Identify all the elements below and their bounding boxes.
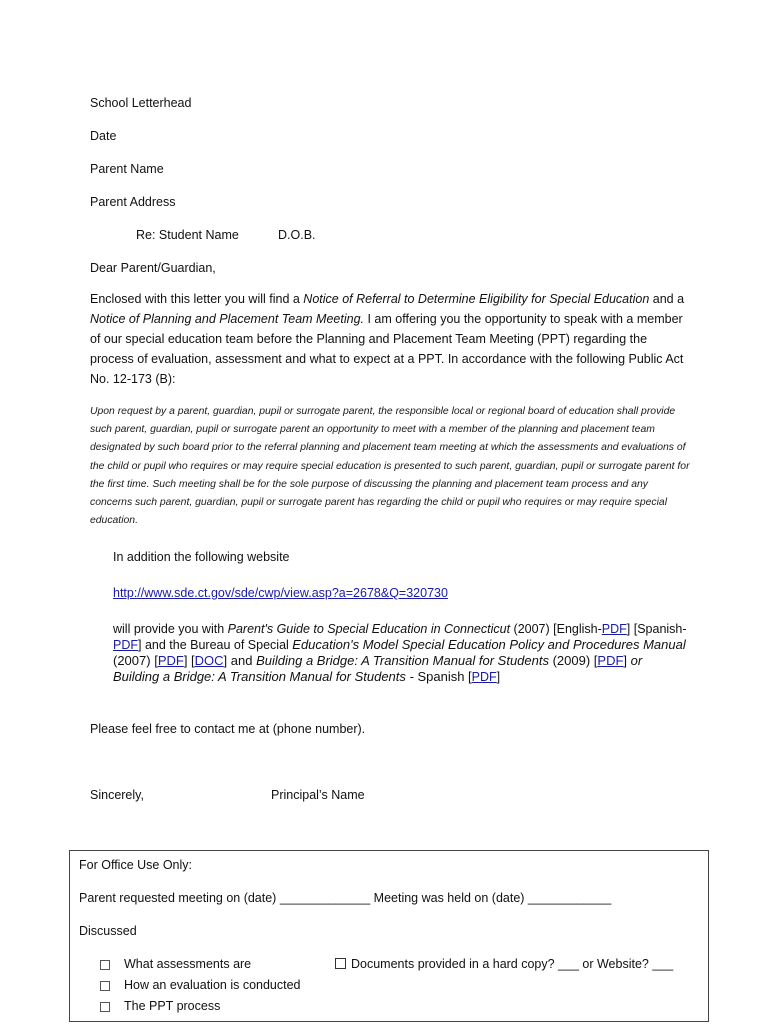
discussed-item-label: The PPT process <box>124 999 221 1013</box>
resources-paragraph <box>113 621 688 685</box>
transition-manual-title: Building a Bridge: A Transition Manual for Students <box>256 653 549 668</box>
transition-pdf-link[interactable]: PDF <box>597 653 624 668</box>
parents-guide-title: Parent's Guide to Special Education in Connecticut <box>227 622 511 636</box>
manual-doc-link[interactable]: DOC <box>194 653 224 668</box>
ref-text: (2009) [ <box>548 653 598 668</box>
checkbox[interactable] <box>100 960 110 970</box>
dob-label: D.O.B. <box>278 228 316 242</box>
notice-of-referral-title: Notice of Referral to Determine Eligibility for Special Education <box>303 292 650 306</box>
discussed-item-label: How an evaluation is conducted <box>124 978 301 992</box>
spanish-pdf-link[interactable]: PDF <box>113 638 138 652</box>
public-act-quote <box>90 403 690 530</box>
ref-text: ] and <box>223 653 257 668</box>
ref-text: will provide you with <box>113 622 228 636</box>
discussed-item-label: What assessments are <box>124 957 252 971</box>
principal-name: Principal’s Name <box>271 788 365 802</box>
ref-text: ] and the Bureau of Special <box>138 638 293 652</box>
intro-paragraph <box>90 289 690 389</box>
intro-text: Enclosed with this letter you will find a <box>90 292 304 306</box>
contact-line: Please feel free to contact me at (phone number). <box>90 722 366 736</box>
documents-provided-label: Documents provided in a hard copy? ___ or Website? ___ <box>351 957 674 971</box>
checkbox[interactable] <box>100 981 110 991</box>
documents-provided-line <box>335 956 673 972</box>
checkbox[interactable] <box>335 958 346 969</box>
office-use-box <box>69 850 709 1022</box>
ref-text: (2007) [ <box>113 653 158 668</box>
discussed-item <box>100 998 220 1014</box>
discussed-label: Discussed <box>79 924 137 938</box>
english-pdf-link[interactable]: PDF <box>601 622 627 636</box>
closing: Sincerely, <box>90 788 144 802</box>
intro-text: I am offering you the opportunity to speak with a member of our special education team before the Planning and Placement Team Meeting (PPT) regarding the process of evaluation, assessment and what to expect at a PPT. In accordance with the following Public Act No. 12-173 (B): <box>90 312 684 386</box>
salutation: Dear Parent/Guardian, <box>90 261 216 275</box>
ref-text: ] [Spanish- <box>626 622 687 636</box>
office-use-title: For Office Use Only: <box>79 858 192 872</box>
discussed-item <box>100 956 251 972</box>
ref-text: (2007) [English- <box>510 622 602 636</box>
sde-website-link[interactable]: http://www.sde.ct.gov/sde/cwp/view.asp?a=2678&Q=320730 <box>113 586 448 600</box>
discussed-item <box>100 977 301 993</box>
ref-text: ] <box>496 670 501 684</box>
website-link-line <box>113 585 448 601</box>
re-student-name: Re: Student Name <box>136 228 239 242</box>
notice-of-ppt-title: Notice of Planning and Placement Team Meeting. <box>90 312 365 326</box>
checkbox[interactable] <box>100 1002 110 1012</box>
intro-text: and a <box>649 292 685 306</box>
website-intro: In addition the following website <box>113 550 290 564</box>
transition-manual-spanish-title: or Building a Bridge: A Transition Manual for Students - <box>113 653 643 684</box>
policy-manual-title: Education's Model Special Education Policy and Procedures Manual <box>292 637 686 652</box>
school-letterhead: School Letterhead <box>90 96 192 110</box>
ref-text: ] [ <box>183 653 195 668</box>
meeting-dates-line: Parent requested meeting on (date) _____________ Meeting was held on (date) ____________ <box>79 891 612 905</box>
ref-text: Spanish [ <box>413 669 472 684</box>
parent-address: Parent Address <box>90 195 176 209</box>
parent-name: Parent Name <box>90 162 164 176</box>
quote-text: Upon request by a parent, guardian, pupil or surrogate parent, the responsible local or regional board of education shall provide such parent, guardian, pupil or surrogate parent an opportunity to meet with a member of the planning and placement team designated by such board prior to the referral planning and placement team meeting at which the assessments and evaluations of the child or pupil who requires or may require special education is presented to such parent, guardian, pupil or surrogate parent for the first time. Such meeting shall be for the sole purpose of discussing the planning and placement team process and any concerns such parent, guardian, pupil or surrogate parent has regarding the child or pupil who requires or may require special education. <box>90 406 690 527</box>
spanish-transition-pdf-link[interactable]: PDF <box>471 670 497 684</box>
manual-pdf-link[interactable]: PDF <box>157 653 184 668</box>
date-line: Date <box>90 129 117 143</box>
ref-text: ] <box>623 653 631 668</box>
